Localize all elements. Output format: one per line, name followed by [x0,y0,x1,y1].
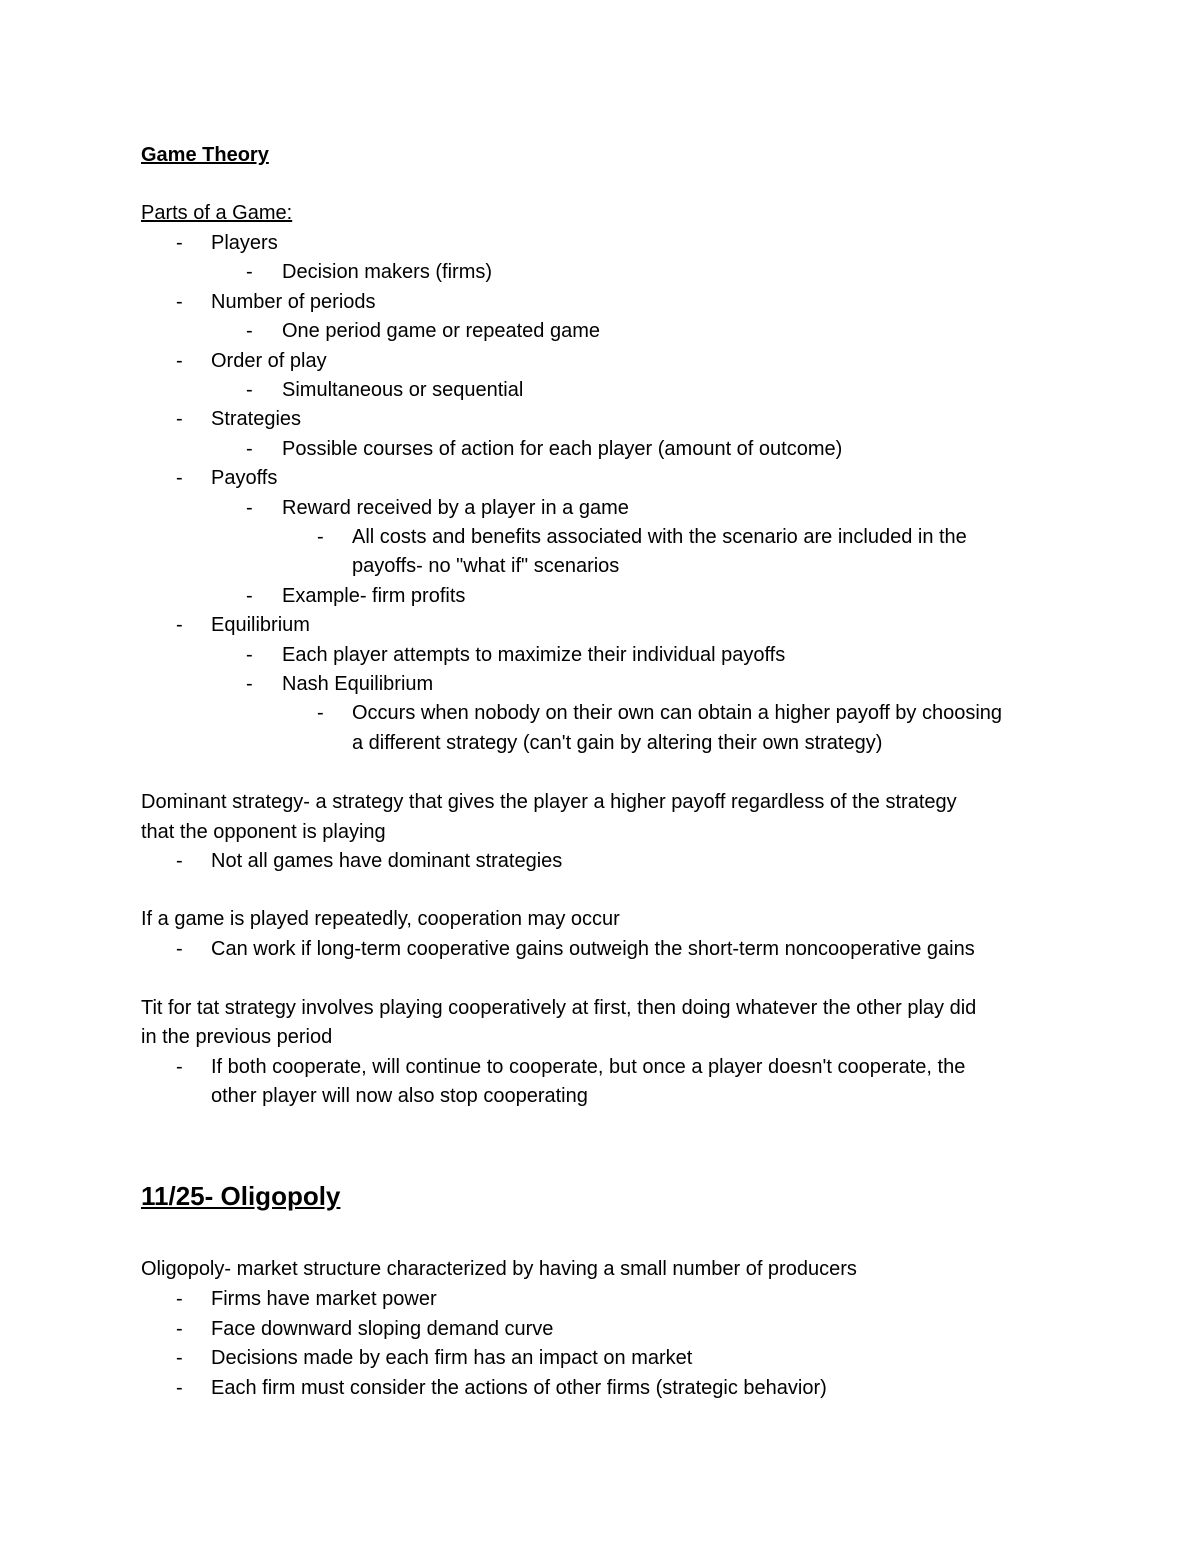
outline-item-level-1: Players [211,232,278,254]
titfortat-bullet-1: If both cooperate, will continue to cooperate, but once a player doesn't cooperate, the [211,1056,966,1078]
titfortat-bullet-2: other player will now also stop cooperating [211,1085,588,1107]
bullet-dash: - [246,585,253,607]
dominant-line-2: that the opponent is playing [141,821,386,843]
oligopoly-intro: Oligopoly- market structure characterized by having a small number of producers [141,1258,857,1280]
bullet-dash: - [176,938,183,960]
outline-item-level-1: Order of play [211,350,327,372]
bullet-dash: - [176,1377,183,1399]
outline-item-level-2: Simultaneous or sequential [282,379,524,401]
outline-item-level-1: Payoffs [211,467,278,489]
oligopoly-bullet: Decisions made by each firm has an impact on market [211,1347,693,1369]
outline-item-level-2: Reward received by a player in a game [282,497,629,519]
bullet-dash: - [317,702,324,724]
outline-item-level-2: Decision makers (firms) [282,261,493,283]
dominant-bullet: Not all games have dominant strategies [211,850,563,872]
bullet-dash: - [246,497,253,519]
outline-item-continuation: a different strategy (can't gain by altering their own strategy) [352,732,883,754]
bullet-dash: - [176,408,183,430]
repeated-bullet: Can work if long-term cooperative gains outweigh the short-term noncooperative gains [211,938,975,960]
bullet-dash: - [176,1288,183,1310]
bullet-dash: - [246,379,253,401]
bullet-dash: - [176,1347,183,1369]
bullet-dash: - [176,614,183,636]
bullet-dash: - [246,438,253,460]
titfortat-line-1: Tit for tat strategy involves playing cooperatively at first, then doing whatever the other play did [141,997,977,1019]
outline-item-level-2: Each player attempts to maximize their individual payoffs [282,644,786,666]
bullet-dash: - [176,1056,183,1078]
bullet-dash: - [176,850,183,872]
bullet-dash: - [246,320,253,342]
outline-item-level-1: Strategies [211,408,302,430]
dominant-line-1: Dominant strategy- a strategy that gives the player a higher payoff regardless of the strategy [141,791,957,813]
titfortat-line-2: in the previous period [141,1026,333,1048]
outline-item-level-2: One period game or repeated game [282,320,600,342]
outline-item-level-3: All costs and benefits associated with the scenario are included in the [352,526,967,548]
section-title-oligopoly: 11/25- Oligopoly [141,1181,341,1211]
repeated-line-1: If a game is played repeatedly, cooperation may occur [141,908,620,930]
outline-item-level-1: Equilibrium [211,614,310,636]
oligopoly-bullet: Each firm must consider the actions of other firms (strategic behavior) [211,1377,827,1399]
bullet-dash: - [176,291,183,313]
bullet-dash: - [246,261,253,283]
bullet-dash: - [176,467,183,489]
outline-item-level-2: Possible courses of action for each player (amount of outcome) [282,438,843,460]
outline-item-level-2: Example- firm profits [282,585,466,607]
bullet-dash: - [176,1318,183,1340]
outline-item-level-2: Nash Equilibrium [282,673,434,695]
bullet-dash: - [246,673,253,695]
section-title-game-theory: Game Theory [141,144,269,166]
outline-item-level-1: Number of periods [211,291,376,313]
parts-heading: Parts of a Game: [141,202,293,224]
bullet-dash: - [317,526,324,548]
bullet-dash: - [176,232,183,254]
outline-item-level-3: Occurs when nobody on their own can obtain a higher payoff by choosing [352,702,1003,724]
bullet-dash: - [176,350,183,372]
outline-item-continuation: payoffs- no "what if" scenarios [352,555,620,577]
oligopoly-bullet: Face downward sloping demand curve [211,1318,554,1340]
bullet-dash: - [246,644,253,666]
oligopoly-bullet: Firms have market power [211,1288,437,1310]
